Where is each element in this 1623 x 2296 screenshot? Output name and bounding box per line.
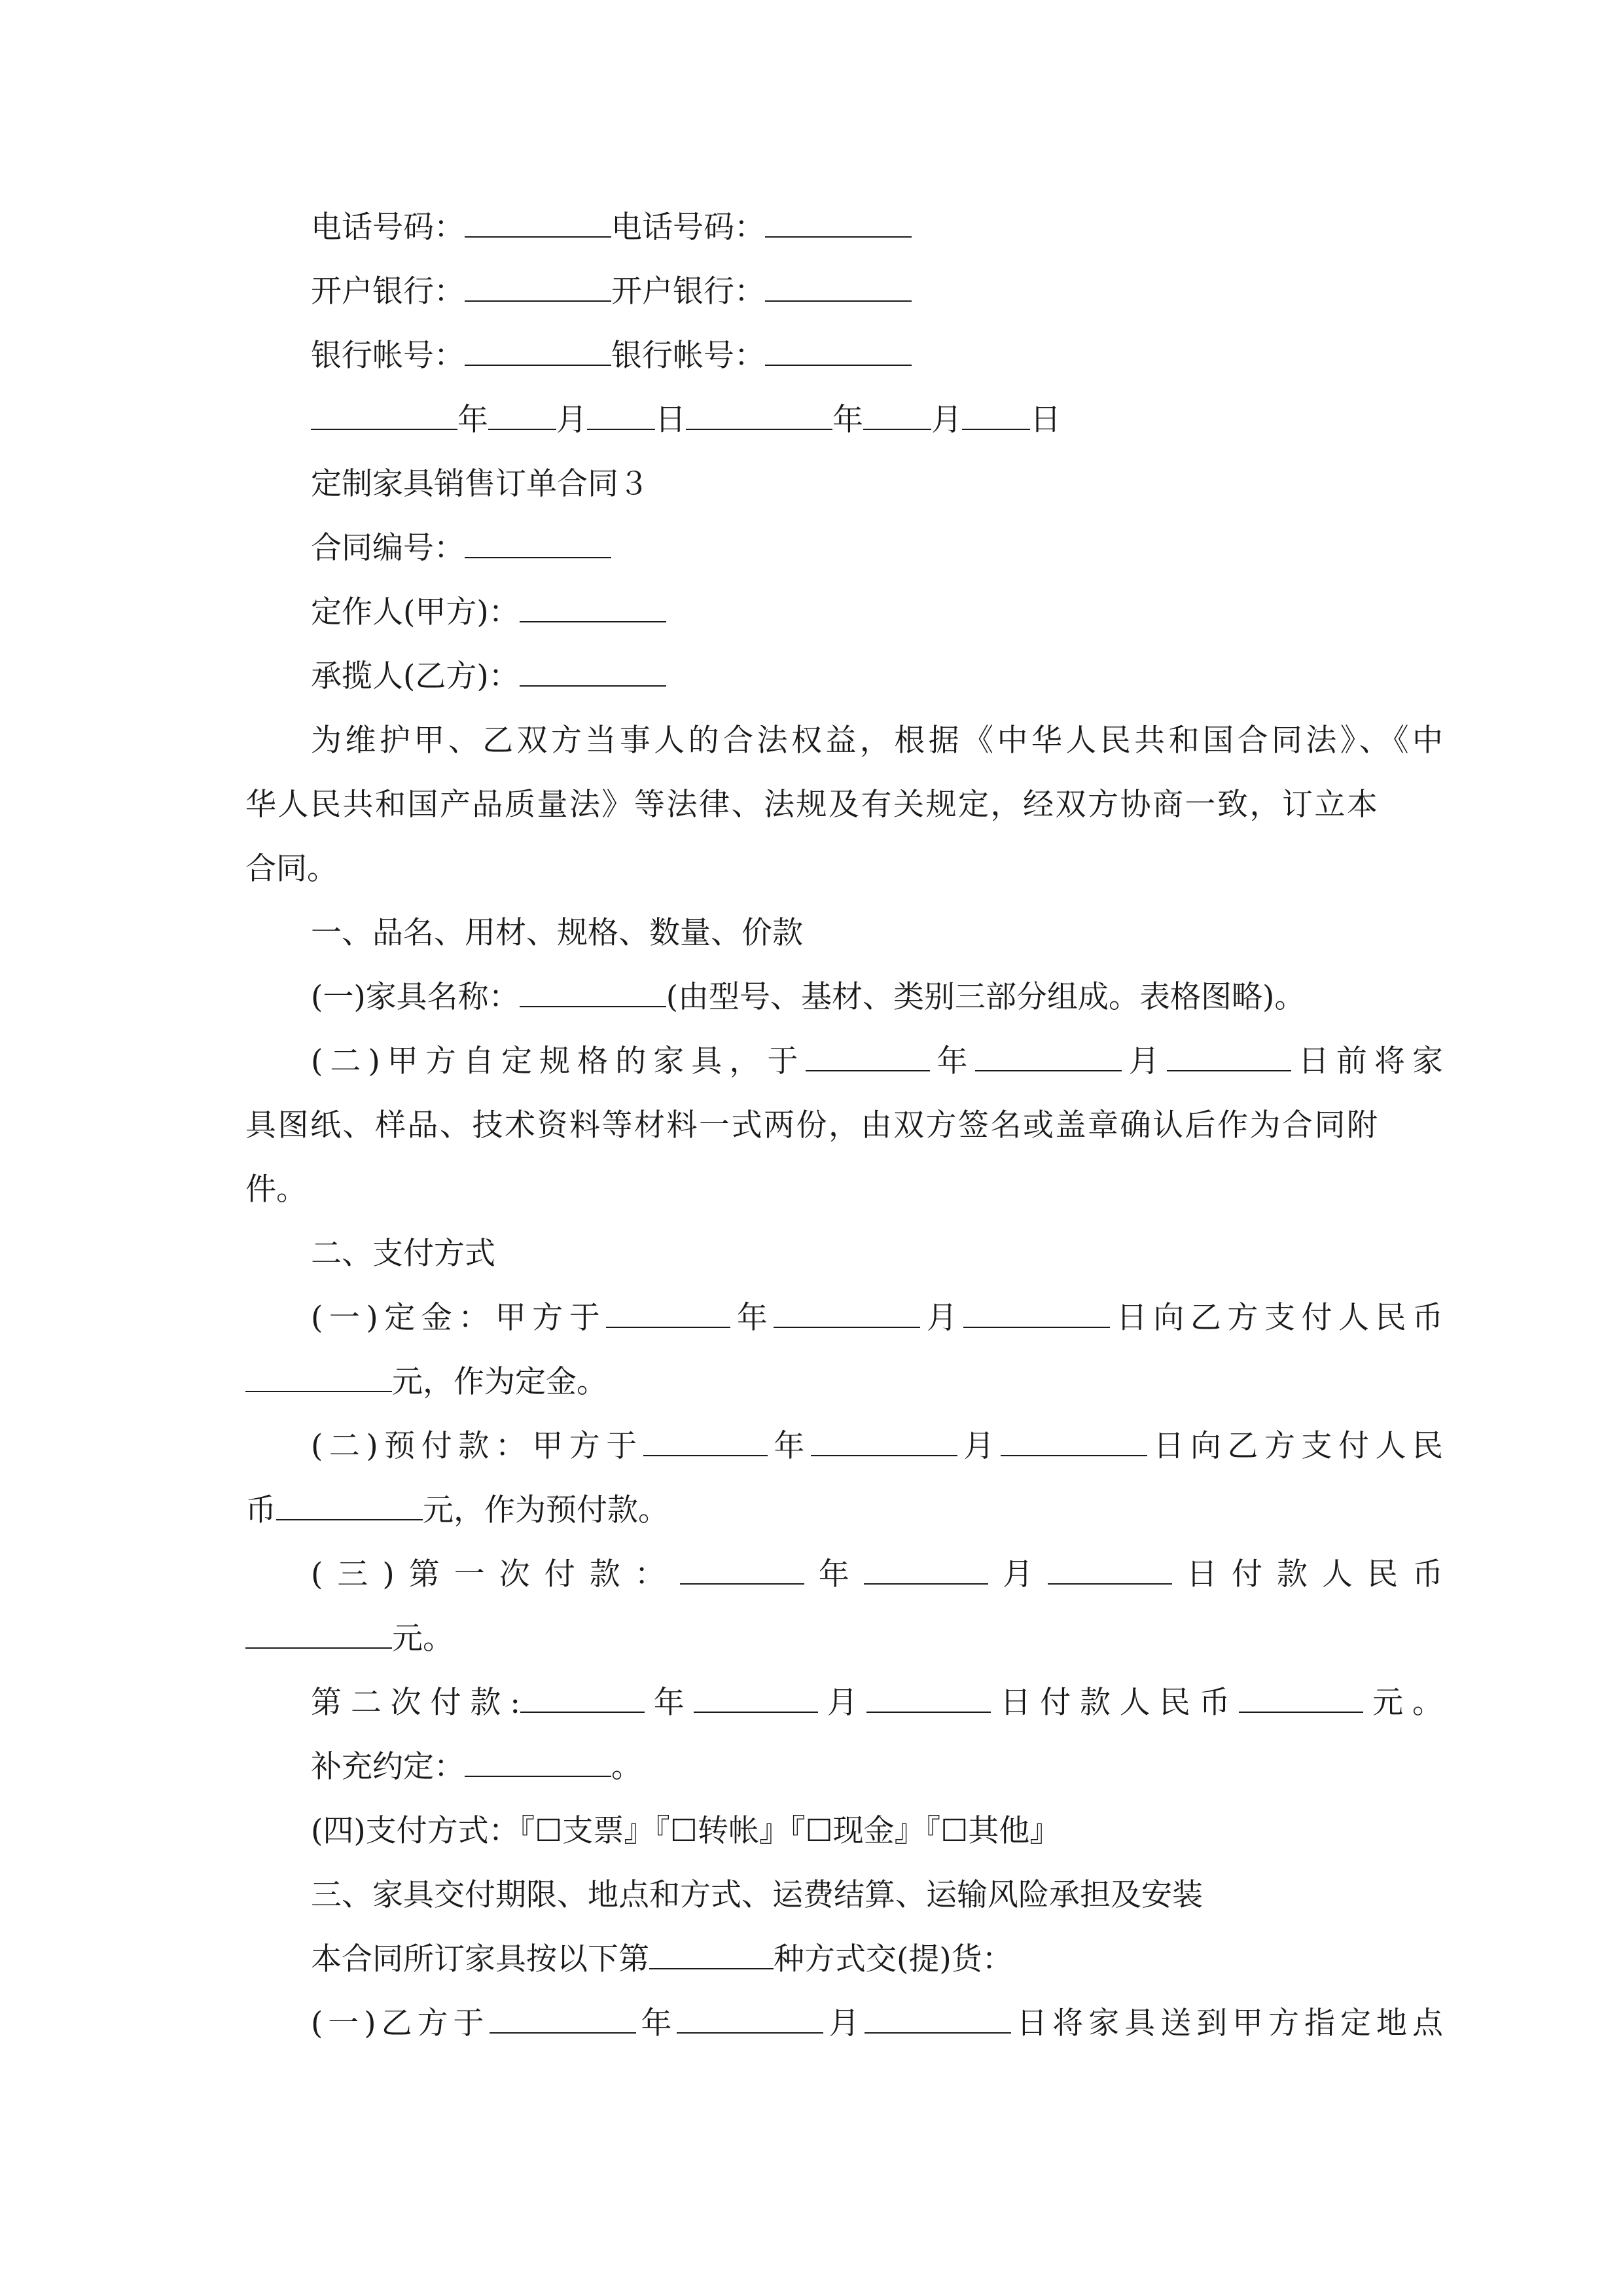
prepay-amount-blank[interactable] bbox=[276, 1492, 423, 1520]
furniture-name-blank[interactable] bbox=[520, 978, 666, 1007]
supplement-row: 补充约定： 。 bbox=[311, 1749, 642, 1785]
intro-line-1: 为维护甲、乙双方当事人的合法权益，根据《中华人民共和国合同法》、《中 bbox=[311, 723, 1443, 759]
delivery-month-blank[interactable] bbox=[677, 2005, 823, 2034]
prepay-day-blank[interactable] bbox=[1001, 1427, 1147, 1456]
bank-blank-a[interactable] bbox=[465, 273, 611, 302]
first-month-blank[interactable] bbox=[864, 1556, 988, 1585]
supplement-blank[interactable] bbox=[465, 1748, 611, 1777]
deposit-month-blank[interactable] bbox=[774, 1299, 920, 1328]
deposit-line-2: 元，作为定金。 bbox=[245, 1363, 1378, 1402]
account-row: 银行帐号： 银行帐号： bbox=[245, 336, 1443, 376]
spec-month-blank[interactable] bbox=[975, 1043, 1122, 1071]
spec-year-blank[interactable] bbox=[806, 1043, 930, 1071]
prepay-month-blank[interactable] bbox=[811, 1427, 957, 1456]
intro-line-3: 合同。 bbox=[245, 851, 338, 887]
date-day-blank-b[interactable] bbox=[962, 401, 1030, 430]
prepay-line-1: (二)预付款：甲方于 年 月 日向乙方支付人民 bbox=[311, 1428, 1444, 1464]
section-1-heading: 一、品名、用材、规格、数量、价款 bbox=[311, 915, 803, 951]
second-amount-blank[interactable] bbox=[1239, 1684, 1363, 1713]
second-month-blank[interactable] bbox=[694, 1684, 818, 1713]
intro-line-2: 华人民共和国产品质量法》等法律、法规及有关规定，经双方协商一致，订立本 bbox=[245, 787, 1378, 823]
contract-title: 定制家具销售订单合同３ bbox=[311, 466, 649, 502]
date-year-blank-b[interactable] bbox=[686, 401, 832, 430]
first-amount-blank[interactable] bbox=[245, 1620, 392, 1649]
phone-blank-b[interactable] bbox=[765, 209, 912, 238]
first-payment-line-2: 元。 bbox=[245, 1619, 1378, 1659]
bank-row: 开户银行： 开户银行： bbox=[245, 272, 1443, 312]
date-month-blank-b[interactable] bbox=[863, 401, 931, 430]
furniture-name-row: (一)家具名称： (由型号、基材、类别三部分组成。表格图略)。 bbox=[311, 979, 1306, 1015]
account-blank-a[interactable] bbox=[465, 337, 611, 366]
first-year-blank[interactable] bbox=[680, 1556, 804, 1585]
phone-row: 电话号码： 电话号码： bbox=[245, 208, 1443, 247]
party-b-row: 承揽人(乙方)： bbox=[245, 657, 1443, 696]
first-payment-line-1: (三)第一次付款： 年 月 日付款人民币 bbox=[311, 1556, 1444, 1592]
date-year-blank-a[interactable] bbox=[311, 401, 457, 430]
first-day-blank[interactable] bbox=[1048, 1556, 1172, 1585]
payment-method-row[interactable]: (四)支付方式：『☐支票』『☐转帐』『☐现金』『☐其他』 bbox=[311, 1813, 1061, 1849]
contract-no-row: 合同编号： bbox=[245, 529, 1443, 568]
bank-blank-b[interactable] bbox=[765, 273, 912, 302]
custom-spec-line-3: 件。 bbox=[245, 1172, 307, 1208]
phone-blank-a[interactable] bbox=[465, 209, 611, 238]
second-year-blank[interactable] bbox=[520, 1684, 645, 1713]
delivery-method-row: 本合同所订家具按以下第 种方式交(提)货： bbox=[311, 1941, 1013, 1977]
section-3-heading: 三、家具交付期限、地点和方式、运费结算、运输风险承担及安装 bbox=[311, 1877, 1203, 1913]
delivery-day-blank[interactable] bbox=[865, 2005, 1011, 2034]
party-a-row: 定作人(甲方)： bbox=[245, 593, 1443, 632]
party-b-blank[interactable] bbox=[520, 658, 666, 687]
spec-day-blank[interactable] bbox=[1167, 1043, 1291, 1071]
account-blank-b[interactable] bbox=[765, 337, 912, 366]
prepay-year-blank[interactable] bbox=[643, 1427, 768, 1456]
deposit-amount-blank[interactable] bbox=[245, 1363, 392, 1392]
delivery-date-row: (一)乙方于 年 月 日将家具送到甲方指定地点 bbox=[311, 2005, 1443, 2041]
date-row: 年 月 日 年 月 日 bbox=[245, 401, 1443, 440]
date-month-blank-a[interactable] bbox=[488, 401, 556, 430]
contract-no-blank[interactable] bbox=[465, 529, 611, 558]
custom-spec-line-1: (二)甲方自定规格的家具，于 年 月 日前将家 bbox=[311, 1043, 1444, 1079]
prepay-line-2: 币 元，作为预付款。 bbox=[245, 1492, 669, 1528]
date-day-blank-a[interactable] bbox=[587, 401, 655, 430]
delivery-option-blank[interactable] bbox=[649, 1941, 774, 1969]
party-a-blank[interactable] bbox=[520, 594, 666, 622]
second-day-blank[interactable] bbox=[866, 1684, 991, 1713]
deposit-day-blank[interactable] bbox=[963, 1299, 1110, 1328]
delivery-year-blank[interactable] bbox=[490, 2005, 636, 2034]
deposit-line-1: (一)定金：甲方于 年 月 日向乙方支付人民币 bbox=[311, 1300, 1444, 1336]
deposit-year-blank[interactable] bbox=[606, 1299, 730, 1328]
section-2-heading: 二、支付方式 bbox=[311, 1236, 495, 1272]
custom-spec-line-2: 具图纸、样品、技术资料等材料一式两份，由双方签名或盖章确认后作为合同附 bbox=[245, 1107, 1378, 1143]
second-payment-line: 第二次付款: 年 月 日付款人民币 元。 bbox=[311, 1685, 1444, 1721]
